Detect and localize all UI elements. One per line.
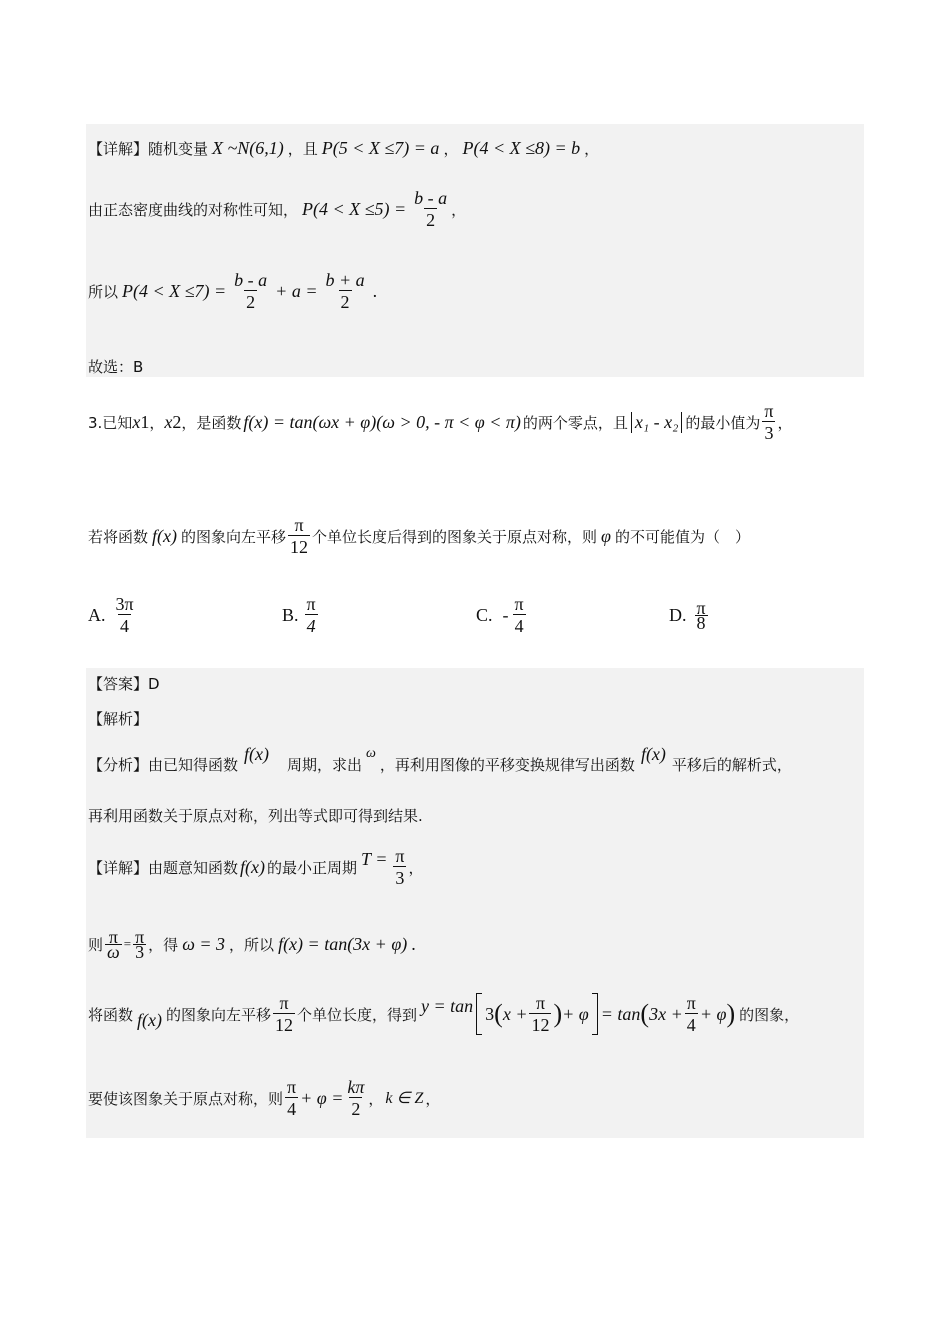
b1-line-1: 【详解】 随机变量 X ~N(6,1) ，且 P(5 < X ≤7) = a ， P(4 < X ≤8) = b ， bbox=[88, 137, 600, 158]
option-c[interactable]: C. - $\frac{\pi}{4}$ bbox=[476, 593, 524, 636]
b1-line-3: 所以 P(4 < X ≤7) = $\frac{b - a}{2}$ + a = $\frac{b + a}{2}$ . bbox=[88, 269, 378, 312]
option-b[interactable]: B. $\frac{\pi}{4}$ bbox=[282, 593, 316, 636]
b1-line-4: 故选：B bbox=[88, 357, 144, 376]
question-3-line-2: 若将函数 f(x) 的图象向左平移 $\frac{\pi}{12}$ 个单位长度后得到的图象关于原点对称，则 φ 的不可能值为（ ） bbox=[88, 514, 751, 557]
fraction: $\frac{\pi}{3}$ bbox=[764, 400, 774, 443]
question-3-line-1: 3.已知 x 1 ， x 2 ，是函数 f(x) = tan(ωx + φ)(ω > 0, - π < φ < π) 的两个零点，且 x₁ - x₂ 的最小值为 $\frac{\pi}{3}$ ， bbox=[88, 400, 793, 443]
fenxi-line-1: 【分析】 由已知得函数 f(x) 周期，求出 ω ，再利用图像的平移变换规律写出函数 f(x) 平移后的解析式， bbox=[88, 743, 792, 774]
fraction: $\frac{\pi}{12}$ bbox=[290, 514, 309, 557]
fraction: $\frac{b - a}{2}$ bbox=[414, 187, 448, 230]
detail-line-4: 要使该图象关于原点对称，则 $\frac{\pi}{4}$ + φ = $\frac{k\pi}{2}$ ， k ∈ Z ， bbox=[88, 1076, 441, 1119]
left-bracket bbox=[476, 993, 482, 1035]
detail-line-1: 【详解】 由题意知函数 f(x) 的最小正周期 T = $\frac{\pi}{3}$ ， bbox=[88, 845, 424, 888]
detail-line-2: 则 $\frac{\pi}{\omega}$ = $\frac{\pi}{3}$ ，得 ω = 3 ，所以 f(x) = tan(3x + φ) . bbox=[88, 926, 416, 962]
question-number: 3.已知 bbox=[88, 413, 133, 432]
b1-line-2: 由正态密度曲线的对称性可知， P(4 < X ≤5) = $\frac{b - a}{2}$ ， bbox=[88, 187, 467, 230]
fraction: $\frac{b - a}{2}$ bbox=[234, 269, 268, 312]
fraction: $\frac{\pi}{3}$ bbox=[395, 845, 405, 888]
option-a[interactable]: A. $\frac{3\pi}{4}$ bbox=[88, 593, 134, 636]
detail-label: 【详解】 bbox=[88, 139, 149, 158]
right-bracket bbox=[592, 993, 598, 1035]
option-d[interactable]: D. $\frac{\pi}{8}$ bbox=[669, 597, 706, 633]
fraction: $\frac{b + a}{2}$ bbox=[325, 269, 365, 312]
answer-line: 【答案】D bbox=[88, 674, 160, 693]
detail-line-3: 将函数 f(x) 的图象向左平移 $\frac{\pi}{12}$ 个单位长度，得到 y = tan 3 ( x + $\frac{\pi}{12}$ ) + φ = tan ( 3x + $\frac{\pi}{4}$ + φ ) 的图象， bbox=[88, 992, 800, 1035]
fenxi-line-2: 再利用函数关于原点对称，列出等式即可得到结果. bbox=[88, 806, 423, 825]
analysis-label: 【解析】 bbox=[88, 709, 149, 728]
